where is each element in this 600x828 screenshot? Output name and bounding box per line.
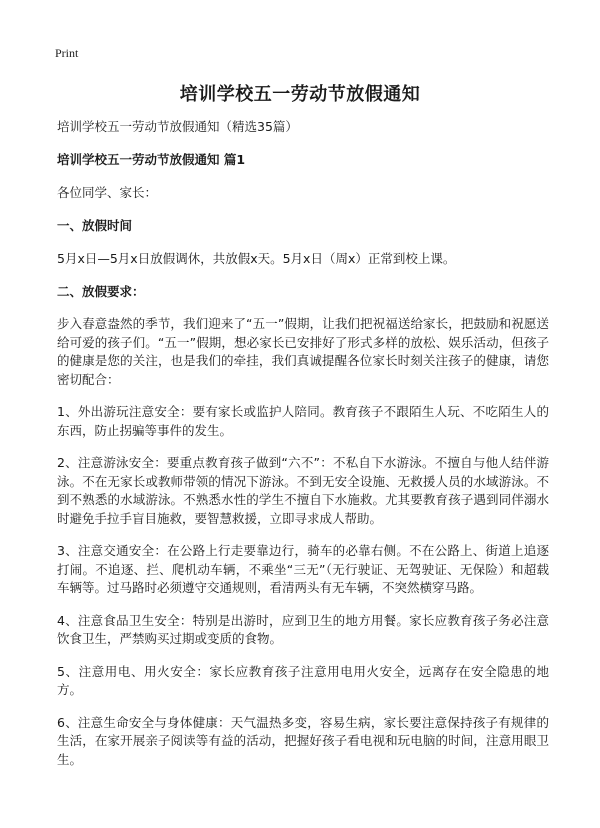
requirement-item: 3、注意交通安全：在公路上行走要靠边行，骑车的必靠右侧。不在公路上、街道上追逐打闹。不追逐、拦、爬机动车辆，不乘坐“三无”（无行驶证、无驾驶证、无保险）和超载车辆等。过马路时必须遵守交通规则，看清两头有无车辆，不突然横穿马路。 <box>57 543 549 595</box>
holiday-time-text: 5月x日—5月x日放假调休，共放假x天。5月x日（周x）正常到校上课。 <box>57 251 456 266</box>
requirement-item: 1、外出游玩注意安全：要有家长或监护人陪同。教育孩子不跟陌生人玩、不吃陌生人的东西，防止拐骗等事件的发生。 <box>57 404 549 438</box>
requirement-item: 6、注意生命安全与身体健康：天气温热多变，容易生病，家长要注意保持孩子有规律的生活，在家开展亲子阅读等有益的活动，把握好孩子看电视和玩电脑的时间，注意用眼卫生。 <box>57 714 549 767</box>
document-subtitle: 培训学校五一劳动节放假通知（精选35篇） <box>57 119 298 134</box>
chapter-title: 培训学校五一劳动节放假通知 篇1 <box>57 152 246 167</box>
requirement-item: 5、注意用电、用火安全：家长应教育孩子注意用电用火安全，远离存在安全隐患的地方。 <box>57 663 549 697</box>
print-label: Print <box>55 46 79 60</box>
requirement-item: 4、注意食品卫生安全：特别是出游时，应到卫生的地方用餐。家长应教育孩子务必注意饮食卫生，严禁购买过期或变质的食物。 <box>57 612 549 646</box>
section-heading-requirements: 二、放假要求： <box>57 284 145 299</box>
requirement-item: 2、注意游泳安全：要重点教育孩子做到“六不”：不私自下水游泳。不擅自与他人结伴游泳。不在无家长或教师带领的情况下游泳。不到无安全设施、无救援人员的水域游泳。不到不熟悉的水域游泳。不熟悉水性的学生不擅自下水施救。尤其要教育孩子遇到同伴溺水时避免手拉手盲目施救，要智慧救援，立即寻求成人帮助。 <box>57 455 549 526</box>
greeting: 各位同学、家长： <box>57 185 158 200</box>
page-title: 培训学校五一劳动节放假通知 <box>179 84 421 105</box>
document-body <box>57 117 549 783</box>
section-heading-holiday-time: 一、放假时间 <box>57 218 133 233</box>
requirements-opening-paragraph: 步入春意盎然的季节，我们迎来了“五一”假期，让我们把祝福送给家长，把鼓励和祝愿送给可爱的孩子们。“五一”假期，想必家长已安排好了形式多样的放松、娱乐活动，但孩子的健康是您的关注，也是我们的牵挂，我们真诚提醒各位家长时刻关注孩子的健康，请您密切配合： <box>57 316 549 387</box>
